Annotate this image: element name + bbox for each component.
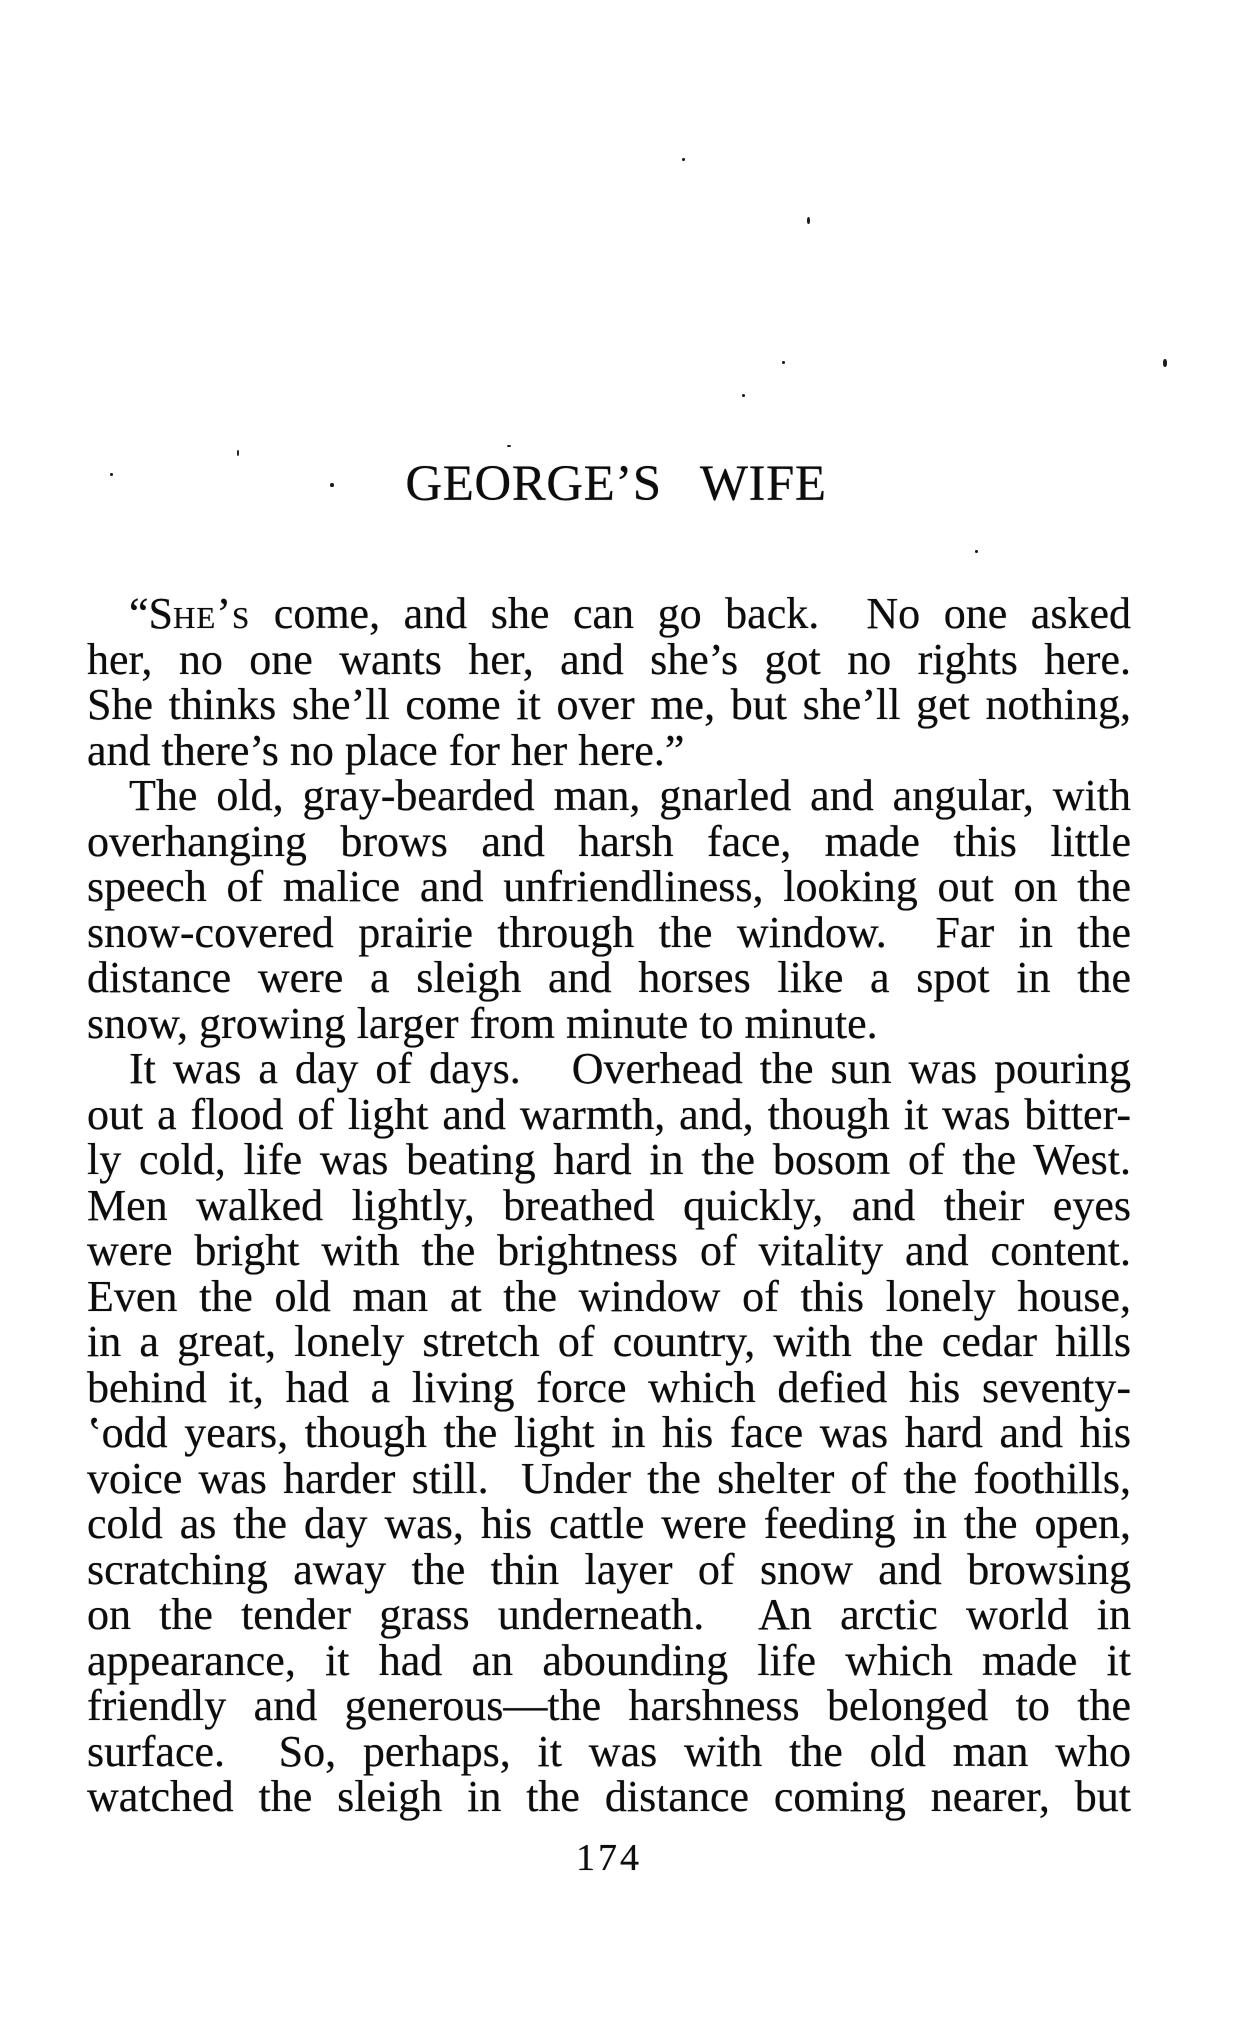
- text-line: [87, 591, 1131, 637]
- text-segment: out a flood of light and warmth, and, though it was bitter-: [87, 1089, 1131, 1139]
- text-line: [87, 864, 1131, 910]
- text-segment: snow, growing larger from minute to minute.: [87, 998, 878, 1048]
- text-segment: voice was harder still. Under the shelter of the foothills,: [87, 1453, 1131, 1503]
- text-line: [87, 998, 1131, 1048]
- text-line: [87, 955, 1131, 1001]
- text-line: [87, 1319, 1131, 1365]
- text-segment: were bright with the brightness of vitality and content.: [87, 1226, 1131, 1275]
- text-line: [87, 773, 1131, 819]
- scan-speck: [807, 217, 810, 224]
- scan-speck: [782, 361, 785, 364]
- text-segment: come, and she can go back. No one asked: [250, 589, 1131, 638]
- text-segment: behind it, had a living force which defied his seventy-: [87, 1362, 1131, 1412]
- text-line: [87, 1137, 1131, 1183]
- text-segment: friendly and generous—the harshness belonged to the: [87, 1681, 1131, 1730]
- text-segment: distance were a sleigh and horses like a spot in the: [87, 953, 1131, 1002]
- text-segment: surface. So, perhaps, it was with the old man who: [87, 1726, 1131, 1776]
- text-line: [87, 1774, 1131, 1820]
- text-segment: and there’s no place for her here.”: [87, 725, 685, 775]
- text-segment: ‛odd years, though the light in his face was hard and his: [87, 1408, 1131, 1457]
- paragraph: [87, 1046, 1131, 1820]
- text-segment: Even the old man at the window of this lonely house,: [87, 1271, 1131, 1321]
- text-line: [87, 1228, 1131, 1274]
- scan-speck: [330, 483, 334, 487]
- text-line: [87, 1180, 1131, 1230]
- page-number: 174: [576, 1837, 642, 1879]
- text-segment: The old, gray-bearded man, gnarled and angular, with: [129, 771, 1131, 820]
- text-line: [87, 907, 1131, 957]
- text-line: [87, 1410, 1131, 1456]
- paragraph: [87, 773, 1131, 1046]
- text-line: [87, 1453, 1131, 1503]
- text-line: [87, 1501, 1131, 1547]
- chapter-title: GEORGE’S WIFE: [405, 456, 827, 512]
- text-line: [87, 1544, 1131, 1594]
- text-segment: Men walked lightly, breathed quickly, and their eyes: [87, 1180, 1131, 1230]
- text-segment: cold as the day was, his cattle were feeding in the open,: [87, 1499, 1131, 1548]
- scan-speck: [742, 394, 745, 397]
- scan-speck: [975, 550, 978, 553]
- scan-speck: [237, 450, 239, 456]
- text-line: [87, 682, 1131, 728]
- text-line: [87, 1683, 1131, 1729]
- text-line: [87, 1271, 1131, 1321]
- text-segment: scratching away the thin layer of snow and browsing: [87, 1544, 1131, 1594]
- text-segment: appearance, it had an abounding life which made it: [87, 1635, 1131, 1685]
- text-line: [87, 1592, 1131, 1638]
- smallcaps-text: he’s: [173, 589, 251, 638]
- paragraph: [87, 591, 1131, 773]
- text-segment: on the tender grass underneath. An arctic world in: [87, 1590, 1131, 1639]
- text-segment: snow-covered prairie through the window. Far in the: [87, 907, 1131, 957]
- scan-speck: [507, 445, 511, 447]
- text-line: [87, 1046, 1131, 1092]
- text-segment: ly cold, life was beating hard in the bosom of the West.: [87, 1135, 1131, 1184]
- text-block: [87, 591, 1131, 1820]
- text-segment: overhanging brows and harsh face, made this little: [87, 816, 1131, 866]
- text-segment: in a great, lonely stretch of country, with the cedar hills: [87, 1317, 1131, 1366]
- text-line: [87, 634, 1131, 684]
- scan-speck: [1163, 359, 1167, 367]
- text-line: [87, 1635, 1131, 1685]
- text-segment: speech of malice and unfriendliness, looking out on the: [87, 862, 1131, 911]
- text-segment: “S: [129, 589, 173, 638]
- text-line: [87, 1726, 1131, 1776]
- text-line: [87, 1362, 1131, 1412]
- text-segment: her, no one wants her, and she’s got no rights here.: [87, 634, 1131, 684]
- text-line: [87, 725, 1131, 775]
- text-line: [87, 816, 1131, 866]
- scan-speck: [110, 473, 113, 476]
- text-segment: watched the sleigh in the distance coming nearer, but: [87, 1772, 1131, 1821]
- text-segment: She thinks she’ll come it over me, but she’ll get nothing,: [87, 680, 1131, 729]
- text-segment: It was a day of days. Overhead the sun was pouring: [129, 1044, 1131, 1093]
- text-line: [87, 1089, 1131, 1139]
- scan-speck: [682, 158, 685, 161]
